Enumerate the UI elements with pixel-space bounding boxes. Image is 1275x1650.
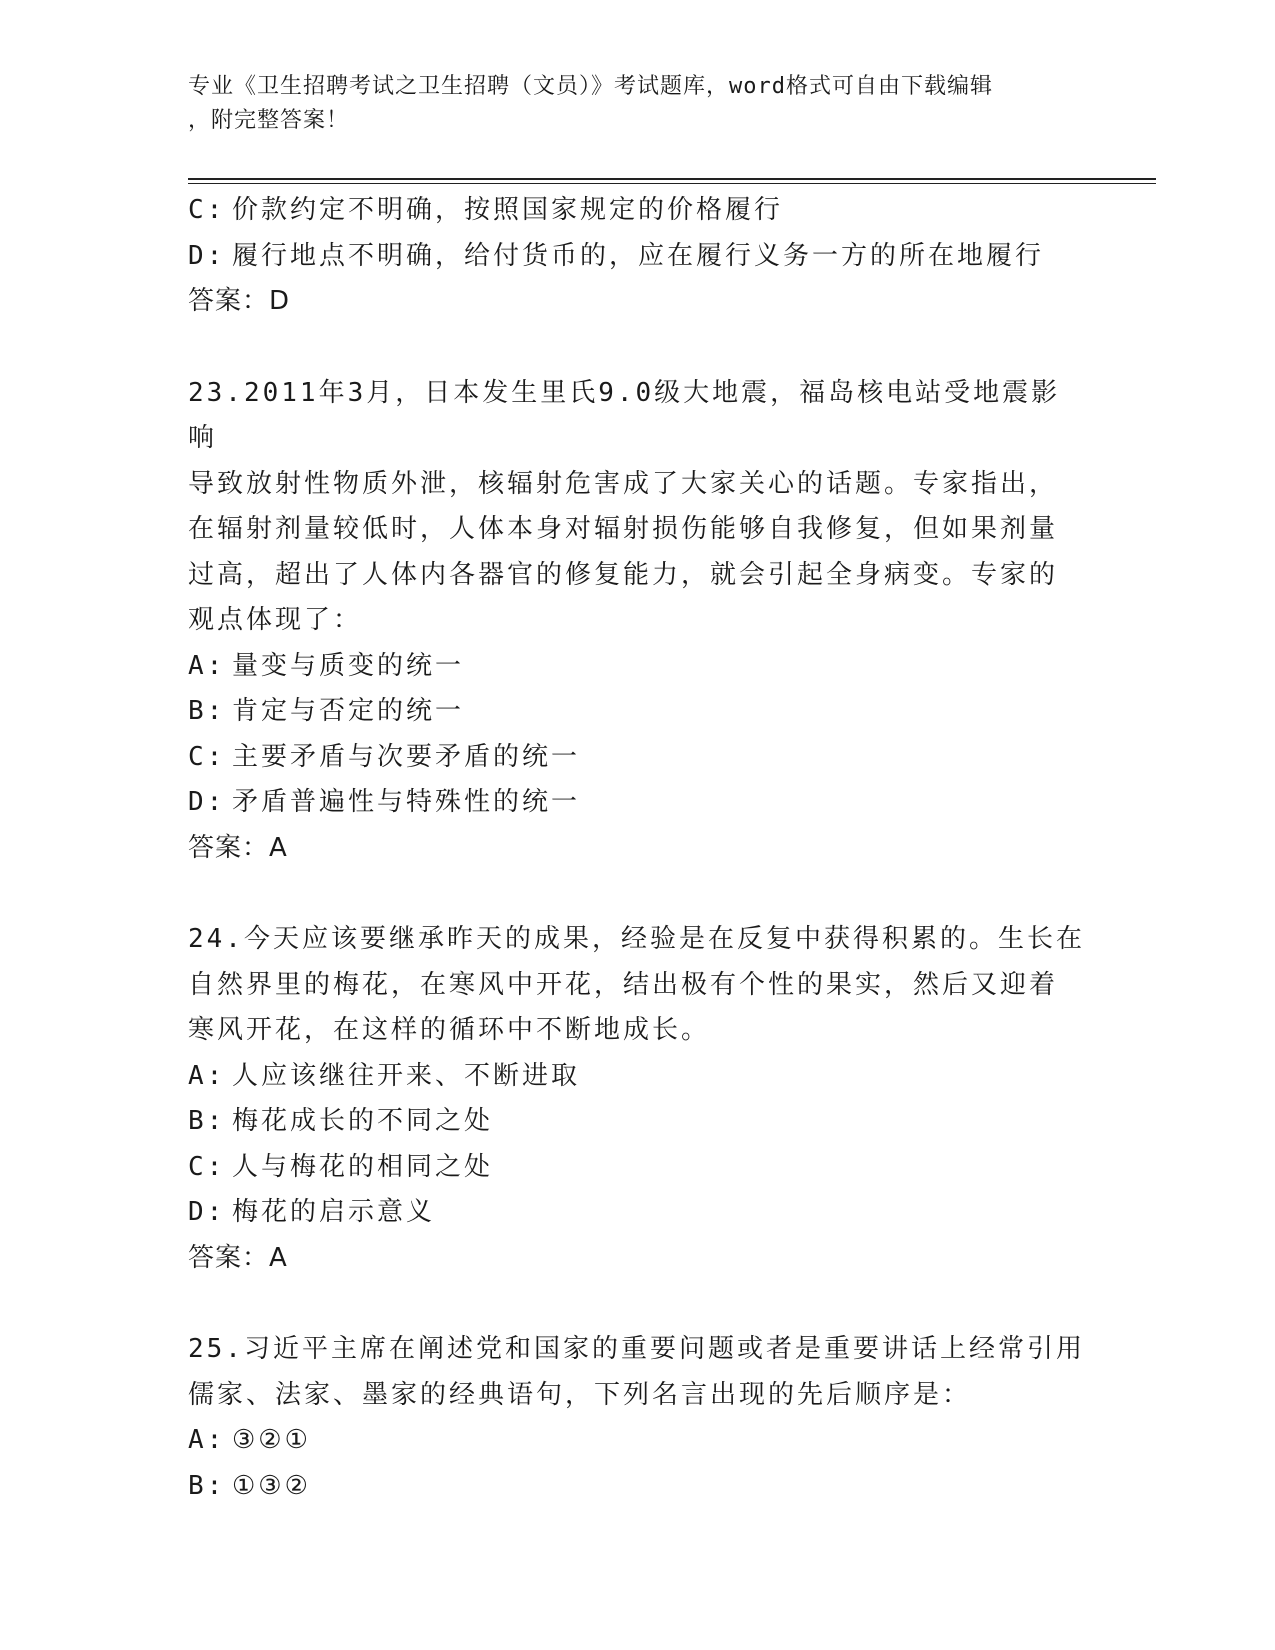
option-d: D: 梅花的启示意义 (188, 1197, 436, 1227)
option-b: B: 梅花成长的不同之处 (188, 1106, 494, 1136)
header-rule-thick (188, 178, 1156, 180)
header-rule-thin (188, 183, 1156, 184)
question-24 (188, 917, 1088, 1281)
question-text-line: 导致放射性物质外泄，核辐射危害成了大家关心的话题。专家指出， (188, 468, 1059, 499)
question-23 (188, 371, 1088, 872)
option-a: A: 人应该继往开来、不断进取 (188, 1060, 581, 1091)
question-text-line: 24.今天应该要继承昨天的成果，经验是在反复中获得积累的。生长在 (188, 924, 1085, 954)
question-text-line: 自然界里的梅花，在寒风中开花，结出极有个性的果实，然后又迎着 (188, 969, 1059, 1000)
answer-line: 答案：A (188, 832, 288, 863)
option-a: A: 量变与质变的统一 (188, 650, 465, 681)
question-25 (188, 1327, 1088, 1509)
question-text-line: 23.2011年3月，日本发生里氏9.0级大地震，福岛核电站受地震影响 (188, 377, 1061, 453)
option-a: A: ③②① (188, 1425, 311, 1455)
question-text-line: 25.习近平主席在阐述党和国家的重要问题或者是重要讲话上经常引用 (188, 1334, 1085, 1364)
option-c: C: 人与梅花的相同之处 (188, 1151, 494, 1182)
header-line-1: 专业《卫生招聘考试之卫生招聘（文员）》考试题库，word格式可自由下载编辑 (188, 74, 993, 99)
option-b: B: ①③② (188, 1470, 311, 1501)
option-b: B: 肯定与否定的统一 (188, 696, 465, 726)
question-text-line: 观点体现了： (188, 605, 363, 635)
answer-line: 答案：A (188, 1242, 288, 1273)
page-header (188, 70, 1088, 138)
option-c: C: 主要矛盾与次要矛盾的统一 (188, 741, 581, 772)
answer-line: 答案：D (188, 286, 291, 316)
question-text-line: 儒家、法家、墨家的经典语句，下列名言出现的先后顺序是： (188, 1379, 972, 1410)
option-c: C: 价款约定不明确，按照国家规定的价格履行 (188, 195, 784, 225)
question-22-tail (188, 188, 1088, 325)
header-line-2: ，附完整答案！ (188, 108, 350, 133)
option-d: D: 履行地点不明确，给付货币的，应在履行义务一方的所在地履行 (188, 240, 1045, 271)
question-text-line: 寒风开花，在这样的循环中不断地成长。 (188, 1015, 711, 1045)
question-text-line: 在辐射剂量较低时，人体本身对辐射损伤能够自我修复，但如果剂量 (188, 514, 1059, 544)
question-text-line: 过高，超出了人体内各器官的修复能力，就会引起全身病变。专家的 (188, 559, 1059, 590)
document-body (188, 188, 1088, 1509)
option-d: D: 矛盾普遍性与特殊性的统一 (188, 787, 581, 817)
